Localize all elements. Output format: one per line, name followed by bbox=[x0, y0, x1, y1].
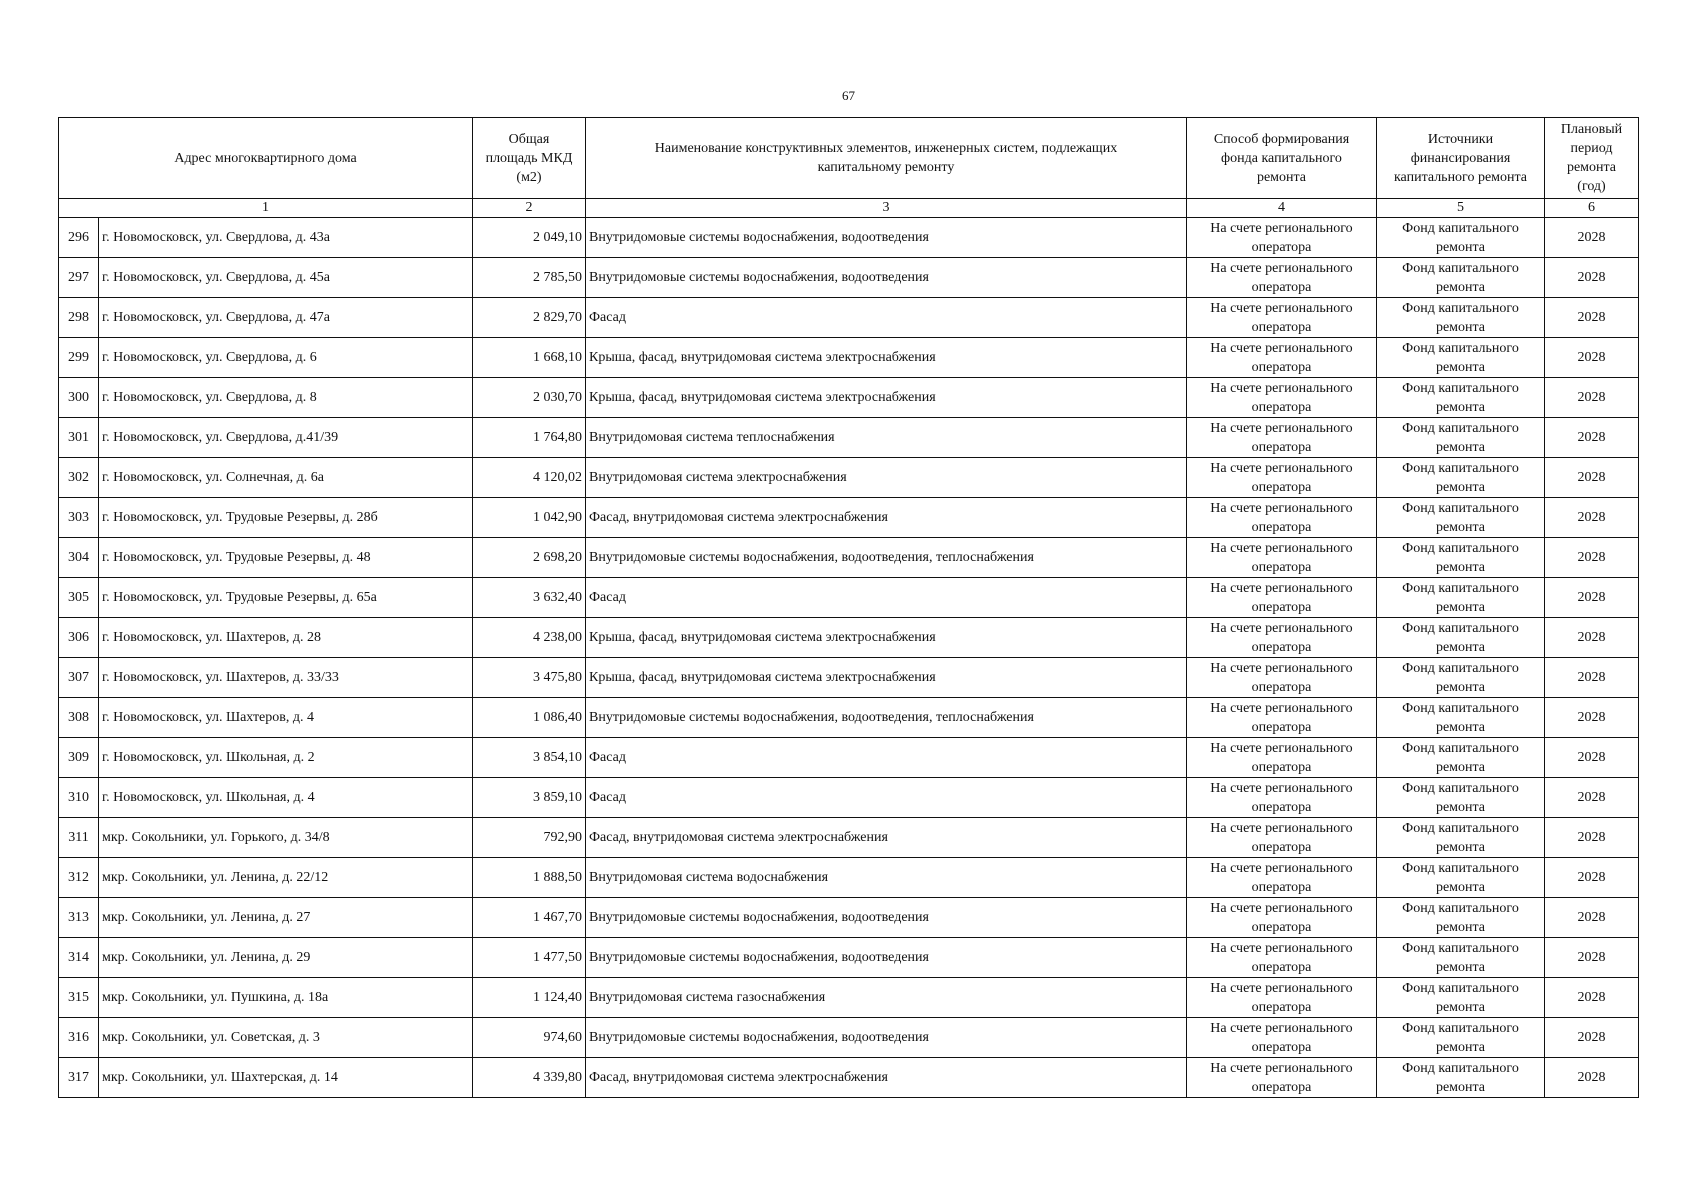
row-number: 296 bbox=[59, 218, 99, 258]
row-method bbox=[1187, 258, 1377, 298]
table-row bbox=[59, 858, 1639, 898]
row-address: г. Новомосковск, ул. Свердлова, д. 6 bbox=[99, 338, 473, 378]
row-area: 3 632,40 bbox=[473, 578, 586, 618]
row-year: 2028 bbox=[1545, 378, 1639, 418]
row-address: г. Новомосковск, ул. Школьная, д. 2 bbox=[99, 738, 473, 778]
header-source-line1: Источники bbox=[1427, 131, 1494, 147]
row-elements: Внутридомовая система газоснабжения bbox=[586, 978, 1187, 1018]
row-method bbox=[1187, 978, 1377, 1018]
row-method bbox=[1187, 858, 1377, 898]
row-source bbox=[1377, 538, 1545, 578]
row-year: 2028 bbox=[1545, 418, 1639, 458]
header-elements-line2: капитальному ремонту bbox=[817, 160, 955, 175]
row-area: 1 124,40 bbox=[473, 978, 586, 1018]
row-method-line2: оператора bbox=[1251, 1079, 1312, 1095]
row-address: г. Новомосковск, ул. Школьная, д. 4 bbox=[99, 778, 473, 818]
row-area: 974,60 bbox=[473, 1018, 586, 1058]
row-elements: Внутридомовая система водоснабжения bbox=[586, 858, 1187, 898]
row-elements: Внутридомовые системы водоснабжения, водоотведения bbox=[586, 218, 1187, 258]
row-number: 317 bbox=[59, 1058, 99, 1098]
column-number-3: 3 bbox=[586, 199, 1187, 218]
row-area: 1 467,70 bbox=[473, 898, 586, 938]
row-source-line2: ремонта bbox=[1435, 639, 1486, 655]
row-source-line2: ремонта bbox=[1435, 679, 1486, 695]
row-method bbox=[1187, 618, 1377, 658]
row-area: 4 238,00 bbox=[473, 618, 586, 658]
row-method bbox=[1187, 938, 1377, 978]
row-year: 2028 bbox=[1545, 1018, 1639, 1058]
row-source bbox=[1377, 458, 1545, 498]
row-method bbox=[1187, 538, 1377, 578]
table-body bbox=[59, 218, 1639, 1098]
row-source-line1: Фонд капитального bbox=[1402, 300, 1519, 316]
row-source-line2: ремонта bbox=[1435, 479, 1486, 495]
row-elements: Фасад, внутридомовая система электроснабжения bbox=[586, 498, 1187, 538]
row-source-line1: Фонд капитального bbox=[1402, 500, 1519, 516]
row-number: 316 bbox=[59, 1018, 99, 1058]
table-row bbox=[59, 698, 1639, 738]
capital-repair-table bbox=[58, 117, 1639, 1098]
table-row bbox=[59, 378, 1639, 418]
row-area: 2 785,50 bbox=[473, 258, 586, 298]
row-number: 298 bbox=[59, 298, 99, 338]
row-address: г. Новомосковск, ул. Трудовые Резервы, д. 28б bbox=[99, 498, 473, 538]
row-method-line2: оператора bbox=[1251, 599, 1312, 615]
row-area: 3 854,10 bbox=[473, 738, 586, 778]
row-method-line2: оператора bbox=[1251, 679, 1312, 695]
row-year: 2028 bbox=[1545, 218, 1639, 258]
row-area: 1 764,80 bbox=[473, 418, 586, 458]
row-method bbox=[1187, 738, 1377, 778]
header-area-line2: площадь МКД bbox=[485, 150, 573, 166]
row-method bbox=[1187, 218, 1377, 258]
row-method-line1: На счете регионального bbox=[1210, 540, 1353, 556]
row-source-line2: ремонта bbox=[1435, 519, 1486, 535]
page-number: 67 bbox=[842, 88, 855, 103]
header-area-line3: (м2) bbox=[516, 169, 542, 185]
row-method-line1: На счете регионального bbox=[1210, 820, 1353, 836]
row-number: 301 bbox=[59, 418, 99, 458]
row-method bbox=[1187, 418, 1377, 458]
row-elements: Крыша, фасад, внутридомовая система электроснабжения bbox=[586, 338, 1187, 378]
row-area: 1 888,50 bbox=[473, 858, 586, 898]
row-source bbox=[1377, 818, 1545, 858]
row-address: мкр. Сокольники, ул. Ленина, д. 27 bbox=[99, 898, 473, 938]
row-area: 1 477,50 bbox=[473, 938, 586, 978]
row-method-line2: оператора bbox=[1251, 719, 1312, 735]
row-source bbox=[1377, 498, 1545, 538]
row-address: мкр. Сокольники, ул. Шахтерская, д. 14 bbox=[99, 1058, 473, 1098]
row-area: 2 030,70 bbox=[473, 378, 586, 418]
row-method bbox=[1187, 698, 1377, 738]
row-method-line2: оператора bbox=[1251, 239, 1312, 255]
row-elements: Внутридомовые системы водоснабжения, водоотведения bbox=[586, 898, 1187, 938]
row-year: 2028 bbox=[1545, 618, 1639, 658]
row-area: 2 049,10 bbox=[473, 218, 586, 258]
row-method-line2: оператора bbox=[1251, 439, 1312, 455]
row-area: 792,90 bbox=[473, 818, 586, 858]
table-row bbox=[59, 218, 1639, 258]
table-row bbox=[59, 658, 1639, 698]
header-source-line2: финансирования bbox=[1410, 150, 1511, 166]
row-source-line1: Фонд капитального bbox=[1402, 1060, 1519, 1076]
table-row bbox=[59, 738, 1639, 778]
row-source-line1: Фонд капитального bbox=[1402, 660, 1519, 676]
table-row bbox=[59, 1058, 1639, 1098]
row-method bbox=[1187, 338, 1377, 378]
row-source bbox=[1377, 738, 1545, 778]
row-year: 2028 bbox=[1545, 738, 1639, 778]
row-method-line1: На счете регионального bbox=[1210, 500, 1353, 516]
row-number: 311 bbox=[59, 818, 99, 858]
header-method-line2: фонда капитального bbox=[1221, 150, 1342, 166]
row-area: 4 339,80 bbox=[473, 1058, 586, 1098]
row-number: 313 bbox=[59, 898, 99, 938]
header-area bbox=[473, 118, 586, 199]
row-source-line1: Фонд капитального bbox=[1402, 580, 1519, 596]
row-address: мкр. Сокольники, ул. Ленина, д. 22/12 bbox=[99, 858, 473, 898]
row-source bbox=[1377, 218, 1545, 258]
row-method bbox=[1187, 298, 1377, 338]
row-source-line2: ремонта bbox=[1435, 959, 1486, 975]
row-elements: Внутридомовые системы водоснабжения, водоотведения, теплоснабжения bbox=[586, 698, 1187, 738]
row-source-line2: ремонта bbox=[1435, 1039, 1486, 1055]
row-source bbox=[1377, 418, 1545, 458]
row-year: 2028 bbox=[1545, 778, 1639, 818]
row-method-line1: На счете регионального bbox=[1210, 940, 1353, 956]
row-method-line2: оператора bbox=[1251, 799, 1312, 815]
row-year: 2028 bbox=[1545, 338, 1639, 378]
row-source-line1: Фонд капитального bbox=[1402, 340, 1519, 356]
row-source bbox=[1377, 298, 1545, 338]
row-address: г. Новомосковск, ул. Свердлова, д. 47а bbox=[99, 298, 473, 338]
row-source-line1: Фонд капитального bbox=[1402, 380, 1519, 396]
row-area: 1 668,10 bbox=[473, 338, 586, 378]
row-source bbox=[1377, 898, 1545, 938]
row-method-line2: оператора bbox=[1251, 359, 1312, 375]
table-row bbox=[59, 258, 1639, 298]
header-method-line1: Способ формирования bbox=[1213, 131, 1350, 147]
row-method-line1: На счете регионального bbox=[1210, 460, 1353, 476]
column-number-6: 6 bbox=[1545, 199, 1639, 218]
row-elements: Крыша, фасад, внутридомовая система электроснабжения bbox=[586, 378, 1187, 418]
row-method-line2: оператора bbox=[1251, 479, 1312, 495]
row-year: 2028 bbox=[1545, 658, 1639, 698]
row-method-line2: оператора bbox=[1251, 319, 1312, 335]
row-elements: Внутридомовые системы водоснабжения, водоотведения bbox=[586, 938, 1187, 978]
row-method-line2: оператора bbox=[1251, 559, 1312, 575]
row-year: 2028 bbox=[1545, 938, 1639, 978]
row-method-line1: На счете регионального bbox=[1210, 340, 1353, 356]
row-address: г. Новомосковск, ул. Свердлова, д. 8 bbox=[99, 378, 473, 418]
row-number: 314 bbox=[59, 938, 99, 978]
row-area: 1 086,40 bbox=[473, 698, 586, 738]
row-year: 2028 bbox=[1545, 298, 1639, 338]
row-method-line1: На счете регионального bbox=[1210, 900, 1353, 916]
table-row bbox=[59, 618, 1639, 658]
row-source bbox=[1377, 1018, 1545, 1058]
row-address: г. Новомосковск, ул. Свердлова, д.41/39 bbox=[99, 418, 473, 458]
row-area: 3 475,80 bbox=[473, 658, 586, 698]
table-row bbox=[59, 938, 1639, 978]
row-method-line1: На счете регионального bbox=[1210, 420, 1353, 436]
row-source-line2: ремонта bbox=[1435, 359, 1486, 375]
row-source-line2: ремонта bbox=[1435, 719, 1486, 735]
row-method bbox=[1187, 498, 1377, 538]
row-elements: Фасад bbox=[586, 298, 1187, 338]
row-address: мкр. Сокольники, ул. Ленина, д. 29 bbox=[99, 938, 473, 978]
table-row bbox=[59, 538, 1639, 578]
row-source-line1: Фонд капитального bbox=[1402, 1020, 1519, 1036]
row-method bbox=[1187, 778, 1377, 818]
row-number: 299 bbox=[59, 338, 99, 378]
row-source bbox=[1377, 778, 1545, 818]
row-method-line1: На счете регионального bbox=[1210, 300, 1353, 316]
row-address: г. Новомосковск, ул. Трудовые Резервы, д. 65а bbox=[99, 578, 473, 618]
header-method-line3: ремонта bbox=[1256, 169, 1307, 185]
row-source-line1: Фонд капитального bbox=[1402, 420, 1519, 436]
row-area: 4 120,02 bbox=[473, 458, 586, 498]
table-row bbox=[59, 418, 1639, 458]
row-address: мкр. Сокольники, ул. Горького, д. 34/8 bbox=[99, 818, 473, 858]
row-number: 307 bbox=[59, 658, 99, 698]
row-source-line2: ремонта bbox=[1435, 799, 1486, 815]
row-elements: Крыша, фасад, внутридомовая система электроснабжения bbox=[586, 618, 1187, 658]
row-year: 2028 bbox=[1545, 578, 1639, 618]
row-number: 303 bbox=[59, 498, 99, 538]
row-elements: Фасад, внутридомовая система электроснабжения bbox=[586, 1058, 1187, 1098]
row-area: 2 698,20 bbox=[473, 538, 586, 578]
row-area: 3 859,10 bbox=[473, 778, 586, 818]
row-source-line2: ремонта bbox=[1435, 439, 1486, 455]
header-row bbox=[59, 118, 1639, 199]
row-method-line1: На счете регионального bbox=[1210, 980, 1353, 996]
row-source-line1: Фонд капитального bbox=[1402, 260, 1519, 276]
row-elements: Внутридомовая система электроснабжения bbox=[586, 458, 1187, 498]
row-number: 308 bbox=[59, 698, 99, 738]
row-method-line1: На счете регионального bbox=[1210, 860, 1353, 876]
row-year: 2028 bbox=[1545, 978, 1639, 1018]
row-elements: Внутридомовые системы водоснабжения, водоотведения bbox=[586, 1018, 1187, 1058]
row-source bbox=[1377, 338, 1545, 378]
row-source-line2: ремонта bbox=[1435, 1079, 1486, 1095]
row-method-line1: На счете регионального bbox=[1210, 700, 1353, 716]
row-method-line1: На счете регионального bbox=[1210, 580, 1353, 596]
row-elements: Внутридомовая система теплоснабжения bbox=[586, 418, 1187, 458]
header-period-line2: период bbox=[1570, 141, 1613, 156]
row-address: г. Новомосковск, ул. Трудовые Резервы, д. 48 bbox=[99, 538, 473, 578]
row-year: 2028 bbox=[1545, 458, 1639, 498]
row-source bbox=[1377, 938, 1545, 978]
row-source-line1: Фонд капитального bbox=[1402, 460, 1519, 476]
row-method-line2: оператора bbox=[1251, 919, 1312, 935]
row-method bbox=[1187, 578, 1377, 618]
header-elements bbox=[586, 118, 1187, 199]
column-number-5: 5 bbox=[1377, 199, 1545, 218]
row-method bbox=[1187, 658, 1377, 698]
column-number-1: 1 bbox=[59, 199, 473, 218]
row-source-line2: ремонта bbox=[1435, 399, 1486, 415]
row-source-line2: ремонта bbox=[1435, 319, 1486, 335]
row-elements: Фасад bbox=[586, 738, 1187, 778]
row-area: 2 829,70 bbox=[473, 298, 586, 338]
row-method bbox=[1187, 1018, 1377, 1058]
row-source bbox=[1377, 978, 1545, 1018]
row-number: 300 bbox=[59, 378, 99, 418]
header-period bbox=[1545, 118, 1639, 199]
row-elements: Фасад, внутридомовая система электроснабжения bbox=[586, 818, 1187, 858]
table-row bbox=[59, 458, 1639, 498]
row-method bbox=[1187, 818, 1377, 858]
row-elements: Крыша, фасад, внутридомовая система электроснабжения bbox=[586, 658, 1187, 698]
row-source bbox=[1377, 618, 1545, 658]
column-number-4: 4 bbox=[1187, 199, 1377, 218]
row-source-line1: Фонд капитального bbox=[1402, 540, 1519, 556]
row-address: г. Новомосковск, ул. Свердлова, д. 43а bbox=[99, 218, 473, 258]
table-row bbox=[59, 298, 1639, 338]
row-source-line1: Фонд капитального bbox=[1402, 780, 1519, 796]
row-elements: Фасад bbox=[586, 578, 1187, 618]
row-year: 2028 bbox=[1545, 898, 1639, 938]
row-method-line2: оператора bbox=[1251, 999, 1312, 1015]
header-area-line1: Общая bbox=[508, 131, 550, 147]
row-method-line1: На счете регионального bbox=[1210, 780, 1353, 796]
header-address: Адрес многоквартирного дома bbox=[59, 118, 473, 199]
row-address: мкр. Сокольники, ул. Пушкина, д. 18а bbox=[99, 978, 473, 1018]
row-source-line1: Фонд капитального bbox=[1402, 740, 1519, 756]
row-method-line2: оператора bbox=[1251, 1039, 1312, 1055]
row-method bbox=[1187, 1058, 1377, 1098]
row-source bbox=[1377, 578, 1545, 618]
row-source-line2: ремонта bbox=[1435, 599, 1486, 615]
row-address: г. Новомосковск, ул. Солнечная, д. 6а bbox=[99, 458, 473, 498]
row-source bbox=[1377, 858, 1545, 898]
row-number: 304 bbox=[59, 538, 99, 578]
column-number-2: 2 bbox=[473, 199, 586, 218]
row-source-line1: Фонд капитального bbox=[1402, 620, 1519, 636]
row-method bbox=[1187, 898, 1377, 938]
header-source-line3: капитального ремонта bbox=[1393, 169, 1528, 185]
row-address: мкр. Сокольники, ул. Советская, д. 3 bbox=[99, 1018, 473, 1058]
row-year: 2028 bbox=[1545, 1058, 1639, 1098]
row-method-line2: оператора bbox=[1251, 959, 1312, 975]
row-source-line2: ремонта bbox=[1435, 879, 1486, 895]
row-method-line2: оператора bbox=[1251, 399, 1312, 415]
row-method-line2: оператора bbox=[1251, 639, 1312, 655]
header-period-line3: ремонта bbox=[1566, 160, 1617, 175]
row-source-line2: ремонта bbox=[1435, 839, 1486, 855]
row-number: 310 bbox=[59, 778, 99, 818]
row-number: 306 bbox=[59, 618, 99, 658]
table-row bbox=[59, 498, 1639, 538]
row-number: 315 bbox=[59, 978, 99, 1018]
row-elements: Внутридомовые системы водоснабжения, водоотведения bbox=[586, 258, 1187, 298]
row-elements: Внутридомовые системы водоснабжения, водоотведения, теплоснабжения bbox=[586, 538, 1187, 578]
row-source-line2: ремонта bbox=[1435, 919, 1486, 935]
row-source-line1: Фонд капитального bbox=[1402, 980, 1519, 996]
table-row bbox=[59, 898, 1639, 938]
row-method-line1: На счете регионального bbox=[1210, 620, 1353, 636]
table-row bbox=[59, 1018, 1639, 1058]
row-method-line1: На счете регионального bbox=[1210, 260, 1353, 276]
row-method-line2: оператора bbox=[1251, 279, 1312, 295]
row-source-line1: Фонд капитального bbox=[1402, 860, 1519, 876]
table-row bbox=[59, 818, 1639, 858]
row-method-line2: оператора bbox=[1251, 519, 1312, 535]
header-elements-line1: Наименование конструктивных элементов, инженерных систем, подлежащих bbox=[654, 141, 1118, 156]
row-source bbox=[1377, 658, 1545, 698]
row-number: 297 bbox=[59, 258, 99, 298]
row-method-line1: На счете регионального bbox=[1210, 1060, 1353, 1076]
table-row bbox=[59, 338, 1639, 378]
row-source-line1: Фонд капитального bbox=[1402, 900, 1519, 916]
row-address: г. Новомосковск, ул. Шахтеров, д. 28 bbox=[99, 618, 473, 658]
row-source-line2: ремонта bbox=[1435, 759, 1486, 775]
table-row bbox=[59, 978, 1639, 1018]
row-source-line2: ремонта bbox=[1435, 279, 1486, 295]
row-method-line1: На счете регионального bbox=[1210, 380, 1353, 396]
header-period-line1: Плановый bbox=[1560, 122, 1623, 137]
row-elements: Фасад bbox=[586, 778, 1187, 818]
row-year: 2028 bbox=[1545, 538, 1639, 578]
row-method-line1: На счете регионального bbox=[1210, 220, 1353, 236]
row-method-line2: оператора bbox=[1251, 879, 1312, 895]
row-address: г. Новомосковск, ул. Свердлова, д. 45а bbox=[99, 258, 473, 298]
row-source bbox=[1377, 698, 1545, 738]
row-area: 1 042,90 bbox=[473, 498, 586, 538]
row-number: 312 bbox=[59, 858, 99, 898]
row-method-line1: На счете регионального bbox=[1210, 1020, 1353, 1036]
row-number: 302 bbox=[59, 458, 99, 498]
row-source-line1: Фонд капитального bbox=[1402, 700, 1519, 716]
row-method bbox=[1187, 458, 1377, 498]
row-method-line2: оператора bbox=[1251, 759, 1312, 775]
header-source bbox=[1377, 118, 1545, 199]
row-year: 2028 bbox=[1545, 258, 1639, 298]
row-source bbox=[1377, 258, 1545, 298]
row-address: г. Новомосковск, ул. Шахтеров, д. 33/33 bbox=[99, 658, 473, 698]
row-method-line1: На счете регионального bbox=[1210, 660, 1353, 676]
table-row bbox=[59, 578, 1639, 618]
row-source-line2: ремонта bbox=[1435, 239, 1486, 255]
row-year: 2028 bbox=[1545, 818, 1639, 858]
row-source-line1: Фонд капитального bbox=[1402, 220, 1519, 236]
row-method-line2: оператора bbox=[1251, 839, 1312, 855]
row-number: 309 bbox=[59, 738, 99, 778]
row-year: 2028 bbox=[1545, 698, 1639, 738]
row-number: 305 bbox=[59, 578, 99, 618]
row-source-line1: Фонд капитального bbox=[1402, 940, 1519, 956]
row-source-line2: ремонта bbox=[1435, 559, 1486, 575]
row-method bbox=[1187, 378, 1377, 418]
header-period-line4: (год) bbox=[1577, 179, 1606, 194]
column-number-row bbox=[59, 199, 1639, 218]
row-method-line1: На счете регионального bbox=[1210, 740, 1353, 756]
row-source bbox=[1377, 378, 1545, 418]
row-source bbox=[1377, 1058, 1545, 1098]
header-method bbox=[1187, 118, 1377, 199]
table-row bbox=[59, 778, 1639, 818]
row-source-line1: Фонд капитального bbox=[1402, 820, 1519, 836]
row-address: г. Новомосковск, ул. Шахтеров, д. 4 bbox=[99, 698, 473, 738]
row-source-line2: ремонта bbox=[1435, 999, 1486, 1015]
row-year: 2028 bbox=[1545, 498, 1639, 538]
row-year: 2028 bbox=[1545, 858, 1639, 898]
